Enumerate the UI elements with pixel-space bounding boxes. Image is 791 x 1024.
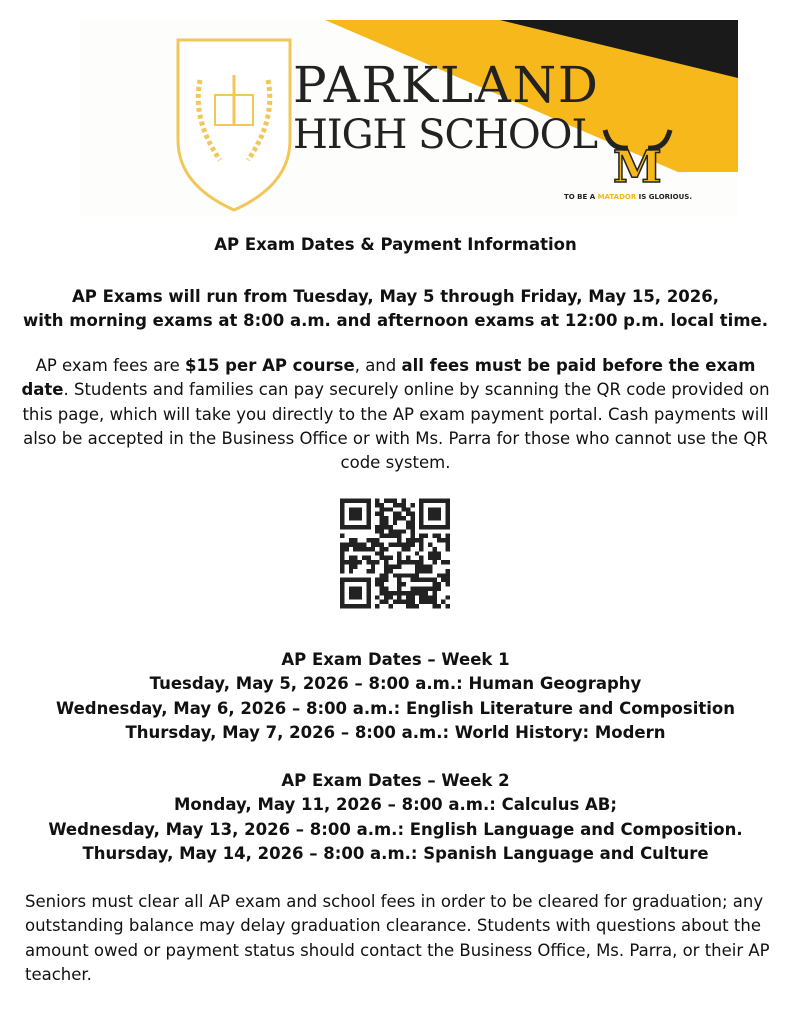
week1-heading: AP Exam Dates – Week 1	[281, 650, 510, 669]
week1-schedule	[20, 648, 771, 745]
exam-item: Wednesday, May 6, 2026 – 8:00 a.m.: English Literature and Composition	[56, 698, 735, 718]
exam-item: Monday, May 11, 2026 – 8:00 a.m.: Calculus AB;	[174, 795, 617, 815]
fee-information: AP exam fees are $15 per AP course, and all fees must be paid before the exam date. Students and families can pay securely online by scanning the QR code provided on this page, which will take you directly to the AP exam payment portal. Cash payments will also be accepted in the Business Office or with Ms. Parra for those who cannot use the QR code system.	[21, 356, 770, 473]
summary-line: with morning exams at 8:00 a.m. and afternoon exams at 12:00 p.m. local time.	[23, 311, 768, 331]
summary-line: AP Exams will run from Tuesday, May 5 through Friday, May 15, 2026,	[71, 287, 720, 306]
week2-schedule	[20, 769, 771, 866]
school-logo-banner	[80, 20, 738, 217]
payment-qr-code[interactable]	[340, 497, 450, 610]
exam-item: Wednesday, May 13, 2026 – 8:00 a.m.: English Language and Composition.	[48, 819, 743, 839]
week2-heading: AP Exam Dates – Week 2	[281, 771, 510, 790]
svg-text:TO BE A MATADOR IS GLORIOUS.: TO BE A MATADOR IS GLORIOUS.	[564, 193, 692, 201]
svg-text:HIGH SCHOOL: HIGH SCHOOL	[293, 112, 598, 158]
graduation-clearance-note: Seniors must clear all AP exam and school fees in order to be cleared for graduation; any outstanding balance may delay graduation clearance. Students with questions about the amount owed or payment status should contact the Business Office, Ms. Parra, or their AP teacher.	[25, 892, 770, 984]
exam-item: Tuesday, May 5, 2026 – 8:00 a.m.: Human Geography	[149, 674, 642, 694]
school-logo	[80, 20, 738, 217]
page-title: AP Exam Dates & Payment Information	[214, 235, 577, 254]
exam-item: Thursday, May 14, 2026 – 8:00 a.m.: Spanish Language and Culture	[82, 843, 709, 863]
exam-schedule-summary	[20, 285, 771, 334]
svg-text:PARKLAND: PARKLAND	[293, 56, 598, 114]
svg-text:M: M	[613, 142, 662, 193]
exam-item: Thursday, May 7, 2026 – 8:00 a.m.: World History: Modern	[125, 722, 666, 742]
